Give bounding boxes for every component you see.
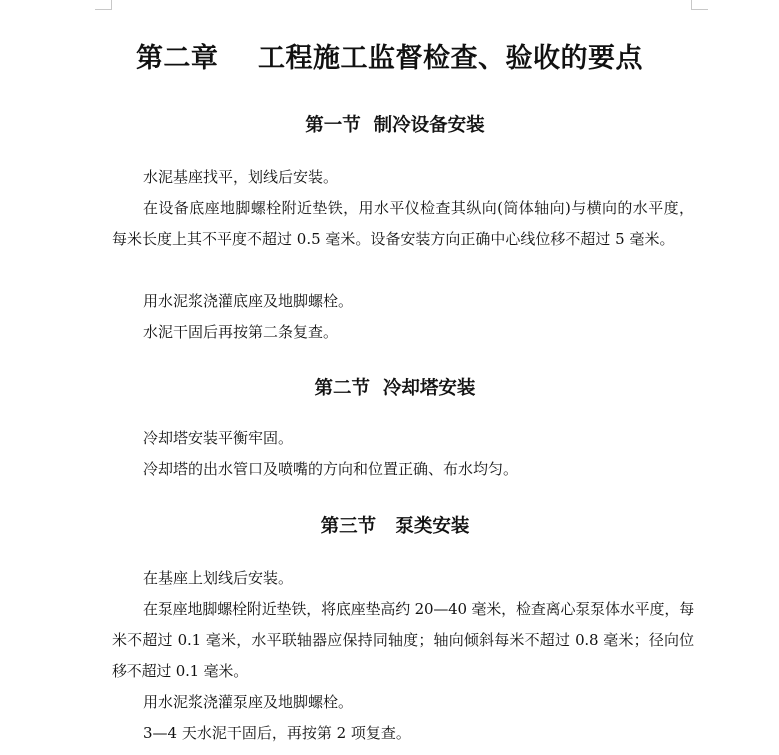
paragraph: 在基座上划线后安装。	[143, 569, 294, 587]
paragraph: 水泥干固后再按第二条复查。	[143, 323, 339, 341]
paragraph: 在泵座地脚螺栓附近垫铁，将底座垫高约 20—40 毫米，检查离心泵泵体水平度，每米不超过 0.1 毫米，水平联轴器应保持同轴度；轴向倾斜每米不超过 0.8 毫米；径向位移不超过 0.1 毫米。	[112, 600, 694, 680]
crop-mark-top-left	[95, 0, 112, 10]
paragraph: 用水泥浆浇灌底座及地脚螺栓。	[143, 292, 354, 310]
paragraph: 冷却塔安装平衡牢固。	[143, 429, 294, 447]
paragraph: 水泥基座找平，划线后安装。	[143, 168, 339, 186]
paragraph: 用水泥浆浇灌泵座及地脚螺栓。	[143, 693, 354, 711]
section-title-3: 第三节 泵类安装	[320, 516, 470, 537]
paragraph: 冷却塔的出水管口及喷嘴的方向和位置正确、布水均匀。	[143, 460, 519, 478]
section-title-1: 第一节 制冷设备安装	[305, 115, 485, 136]
chapter-title: 第二章 工程施工监督检查、验收的要点	[135, 43, 644, 74]
crop-mark-top-right	[691, 0, 708, 10]
section-title-2: 第二节 冷却塔安装	[314, 378, 476, 399]
paragraph: 3—4 天水泥干固后，再按第 2 项复查。	[143, 724, 411, 742]
paragraph: 在设备底座地脚螺栓附近垫铁，用水平仪检查其纵向(筒体轴向)与横向的水平度，每米长度上其不平度不超过 0.5 毫米。设备安装方向正确中心线位移不超过 5 毫米。	[112, 199, 694, 248]
